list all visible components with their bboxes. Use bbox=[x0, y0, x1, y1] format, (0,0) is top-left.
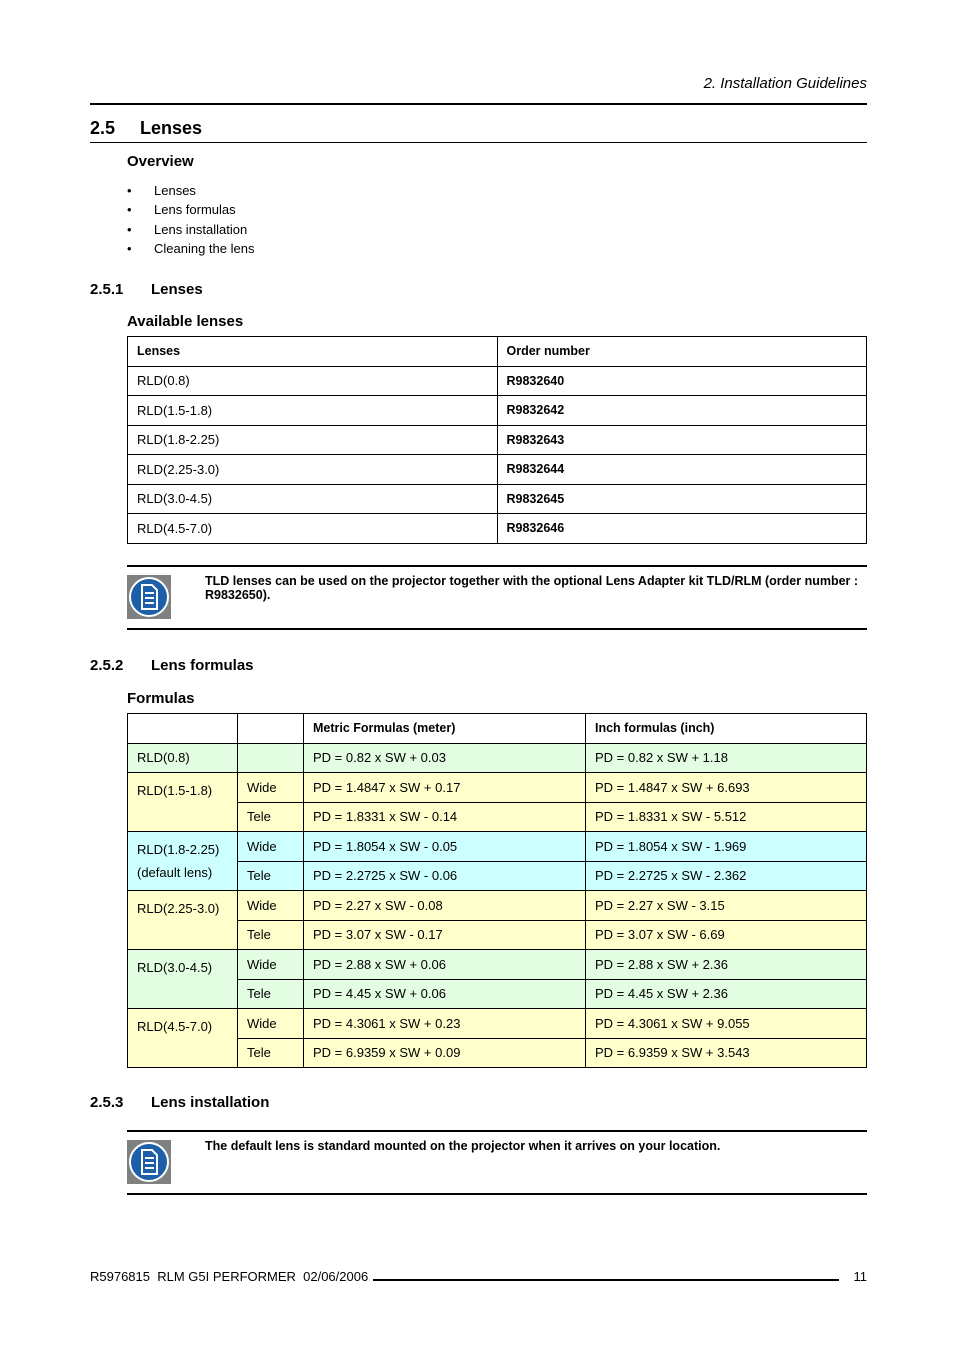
section-title-text: Lenses bbox=[140, 118, 203, 138]
type-cell: Wide bbox=[238, 773, 304, 803]
bullet: • bbox=[127, 221, 132, 237]
metric-cell: PD = 1.4847 x SW + 0.17 bbox=[304, 773, 586, 803]
type-cell bbox=[238, 743, 304, 773]
lens-note: (default lens) bbox=[137, 865, 213, 880]
running-header: 2. Installation Guidelines bbox=[703, 75, 867, 92]
metric-cell: PD = 4.45 x SW + 0.06 bbox=[304, 979, 586, 1009]
overview-heading: Overview bbox=[127, 153, 194, 170]
table-row bbox=[128, 950, 867, 980]
inch-cell: PD = 1.8331 x SW - 5.512 bbox=[586, 802, 867, 832]
subsection-heading-lens-installation: 2.5.3 Lens installation bbox=[90, 1094, 270, 1111]
table-row: RLD(2.25-3.0) R9832644 bbox=[128, 455, 867, 485]
lens-cell: RLD(1.5-1.8) bbox=[128, 773, 238, 832]
section-title bbox=[90, 118, 202, 139]
lens-cell: RLD(3.0-4.5) bbox=[128, 950, 238, 1009]
table-row: RLD(1.8-2.25) R9832643 bbox=[128, 425, 867, 455]
table-row bbox=[128, 920, 867, 950]
list-item[interactable]: • Lens installation bbox=[127, 220, 254, 239]
bullet: • bbox=[127, 240, 132, 256]
inch-cell: PD = 2.27 x SW - 3.15 bbox=[586, 891, 867, 921]
list-item[interactable]: • Cleaning the lens bbox=[127, 239, 254, 258]
metric-cell: PD = 3.07 x SW - 0.17 bbox=[304, 920, 586, 950]
table-row bbox=[128, 802, 867, 832]
inch-cell: PD = 0.82 x SW + 1.18 bbox=[586, 743, 867, 773]
type-cell: Tele bbox=[238, 920, 304, 950]
type-cell: Tele bbox=[238, 1038, 304, 1068]
table-row bbox=[128, 979, 867, 1009]
metric-cell: PD = 1.8331 x SW - 0.14 bbox=[304, 802, 586, 832]
list-item[interactable]: • Lens formulas bbox=[127, 200, 254, 219]
lens-cell: RLD(0.8) bbox=[128, 743, 238, 773]
note-bottom-rule bbox=[127, 1193, 867, 1195]
table-row: RLD(0.8) R9832640 bbox=[128, 366, 867, 396]
inch-cell: PD = 4.3061 x SW + 9.055 bbox=[586, 1009, 867, 1039]
note-text: The default lens is standard mounted on the projector when it arrives on your location. bbox=[205, 1139, 721, 1153]
column-header: Lenses bbox=[128, 337, 498, 367]
lenses-table bbox=[127, 336, 867, 544]
lens-cell: RLD(1.8-2.25) (default lens) bbox=[128, 832, 238, 891]
table-row bbox=[128, 861, 867, 891]
type-cell: Wide bbox=[238, 1009, 304, 1039]
inch-cell: PD = 1.8054 x SW - 1.969 bbox=[586, 832, 867, 862]
metric-cell: PD = 2.2725 x SW - 0.06 bbox=[304, 861, 586, 891]
table-row: RLD(3.0-4.5) R9832645 bbox=[128, 484, 867, 514]
note-top-rule bbox=[127, 565, 867, 567]
header-rule bbox=[90, 103, 867, 105]
table-row: RLD(1.5-1.8) R9832642 bbox=[128, 396, 867, 426]
type-cell: Wide bbox=[238, 832, 304, 862]
note-text: TLD lenses can be used on the projector together with the optional Lens Adapter kit TLD/RLM (order number : R9832650). bbox=[205, 574, 859, 602]
type-cell: Tele bbox=[238, 802, 304, 832]
metric-cell: PD = 4.3061 x SW + 0.23 bbox=[304, 1009, 586, 1039]
available-lenses-heading: Available lenses bbox=[127, 313, 244, 330]
section-rule bbox=[90, 142, 867, 143]
subsection-heading-lens-formulas: 2.5.2 Lens formulas bbox=[90, 657, 254, 674]
footer-text: R5976815 RLM G5I PERFORMER 02/06/2006 bbox=[90, 1269, 369, 1284]
table-row bbox=[128, 832, 867, 862]
inch-cell: PD = 2.88 x SW + 2.36 bbox=[586, 950, 867, 980]
page-number: 11 bbox=[853, 1269, 867, 1284]
table-header-row bbox=[128, 337, 867, 367]
lens-cell: RLD(2.25-3.0) bbox=[128, 891, 238, 950]
formulas-table bbox=[127, 713, 867, 1068]
inch-cell: PD = 1.4847 x SW + 6.693 bbox=[586, 773, 867, 803]
bullet: • bbox=[127, 202, 132, 218]
column-header bbox=[128, 714, 238, 744]
type-cell: Wide bbox=[238, 891, 304, 921]
bullet: • bbox=[127, 183, 132, 198]
table-row bbox=[128, 1038, 867, 1068]
inch-cell: PD = 3.07 x SW - 6.69 bbox=[586, 920, 867, 950]
metric-cell: PD = 2.88 x SW + 0.06 bbox=[304, 950, 586, 980]
column-header bbox=[238, 714, 304, 744]
subsection-heading-lenses: 2.5.1 Lenses bbox=[90, 281, 203, 298]
metric-cell: PD = 0.82 x SW + 0.03 bbox=[304, 743, 586, 773]
table-row bbox=[128, 743, 867, 773]
formulas-heading: Formulas bbox=[127, 690, 195, 707]
footer-rule bbox=[373, 1279, 839, 1281]
column-header: Inch formulas (inch) bbox=[586, 714, 867, 744]
column-header: Metric Formulas (meter) bbox=[304, 714, 586, 744]
metric-cell: PD = 2.27 x SW - 0.08 bbox=[304, 891, 586, 921]
metric-cell: PD = 6.9359 x SW + 0.09 bbox=[304, 1038, 586, 1068]
inch-cell: PD = 2.2725 x SW - 2.362 bbox=[586, 861, 867, 891]
table-row: RLD(4.5-7.0) R9832646 bbox=[128, 514, 867, 544]
overview-list bbox=[127, 181, 254, 258]
type-cell: Tele bbox=[238, 979, 304, 1009]
note-top-rule bbox=[127, 1130, 867, 1132]
note-bottom-rule bbox=[127, 628, 867, 630]
metric-cell: PD = 1.8054 x SW - 0.05 bbox=[304, 832, 586, 862]
table-row bbox=[128, 1009, 867, 1039]
lens-cell: RLD(4.5-7.0) bbox=[128, 1009, 238, 1068]
document-note-icon bbox=[127, 575, 171, 619]
column-header: Order number bbox=[497, 337, 867, 367]
type-cell: Tele bbox=[238, 861, 304, 891]
inch-cell: PD = 4.45 x SW + 2.36 bbox=[586, 979, 867, 1009]
table-header-row bbox=[128, 714, 867, 744]
type-cell: Wide bbox=[238, 950, 304, 980]
list-item[interactable]: • Lenses bbox=[127, 181, 254, 200]
inch-cell: PD = 6.9359 x SW + 3.543 bbox=[586, 1038, 867, 1068]
table-row bbox=[128, 891, 867, 921]
section-number: 2.5 bbox=[90, 118, 116, 138]
document-note-icon bbox=[127, 1140, 171, 1184]
table-row bbox=[128, 773, 867, 803]
